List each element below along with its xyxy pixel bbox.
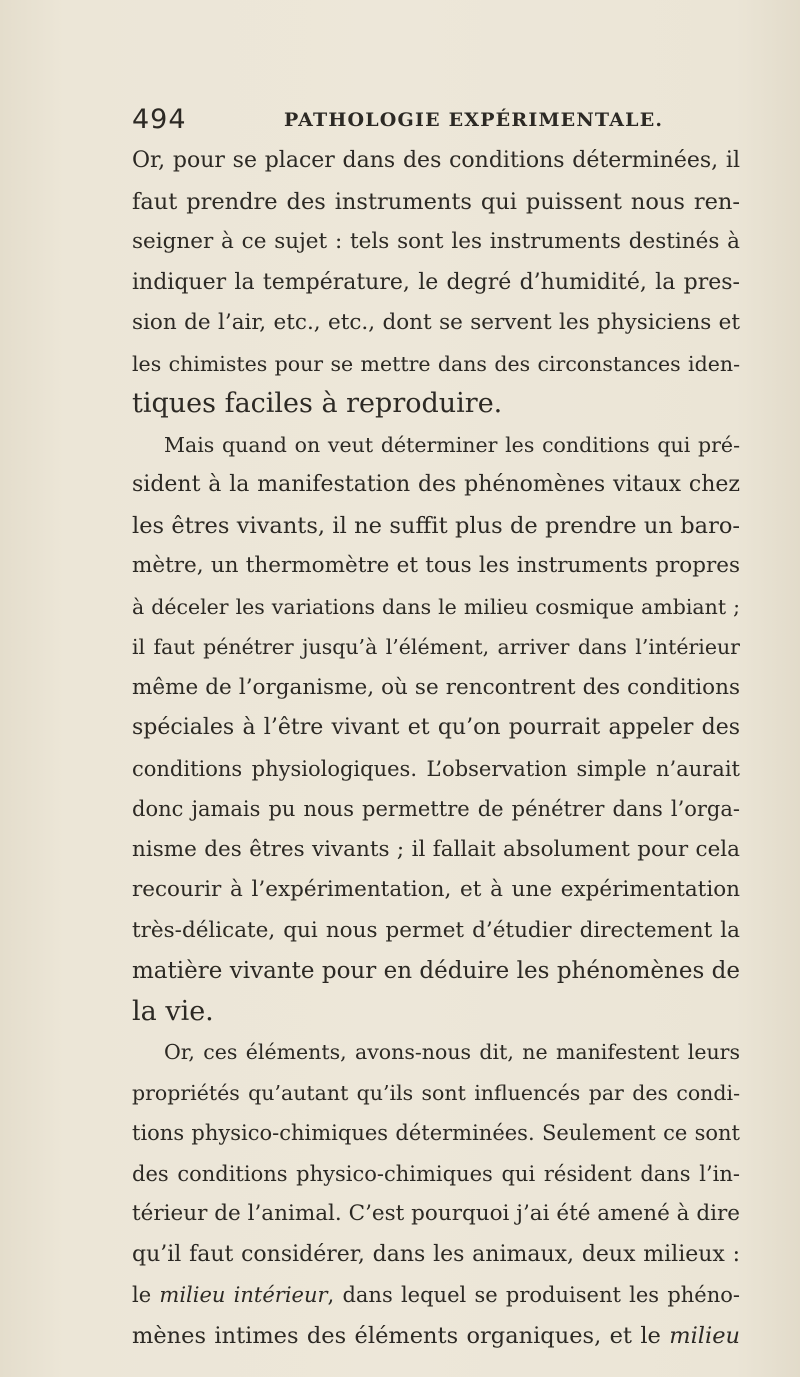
text-line: qu’il faut considérer, dans les animaux, deux milieux : <box>132 1241 740 1267</box>
text-line-with-italic <box>132 1316 740 1357</box>
text-line: tiques faciles à reproduire. <box>132 388 503 419</box>
text-run: le <box>132 1283 152 1307</box>
text-line: recourir à l’expérimentation, et à une expérimentation <box>132 877 740 902</box>
text-line: très-délicate, qui nous permet d’étudier directement la <box>132 917 740 943</box>
text-line: térieur de l’animal. C’est pourquoi j’ai été amené à dire <box>132 1201 740 1226</box>
text-line: conditions physiologiques. L’observation simple n’aurait <box>132 756 740 781</box>
text-line: sion de l’air, etc., etc., dont se servent les physiciens et <box>132 310 740 335</box>
text-line: même de l’organisme, où se rencontrent des conditions <box>132 674 740 700</box>
paragraph-start-line: Mais quand on veut déterminer les conditions qui pré- <box>164 432 740 457</box>
text-line: à déceler les variations dans le milieu cosmique ambiant ; <box>132 594 740 619</box>
text-line-with-italic <box>132 1275 740 1316</box>
text-line: tions physico-chimiques déterminées. Seulement ce sont <box>132 1121 740 1145</box>
text-line: faut prendre des instruments qui puissent nous ren- <box>132 188 740 215</box>
text-line: Or, pour se placer dans des conditions déterminées, il <box>132 148 740 173</box>
italic-term-milieu-interieur: milieu intérieur <box>159 1283 328 1307</box>
page-number: 494 <box>132 104 187 135</box>
paragraph-start-line: Or, ces éléments, avons-nous dit, ne manifestent leurs <box>164 1040 740 1064</box>
text-line: les chimistes pour se mettre dans des circonstances iden- <box>132 351 740 376</box>
text-line: sident à la manifestation des phénomènes vitaux chez <box>132 472 740 497</box>
body-text <box>132 141 740 1356</box>
text-line: donc jamais pu nous permettre de pénétrer dans l’orga- <box>132 797 740 821</box>
text-line: il faut pénétrer jusqu’à l’élément, arriver dans l’intérieur <box>132 635 740 659</box>
running-title: PATHOLOGIE EXPÉRIMENTALE. <box>284 109 664 131</box>
text-line: mètre, un thermomètre et tous les instruments propres <box>132 553 740 578</box>
italic-term-milieu: milieu <box>669 1322 740 1349</box>
text-line: la vie. <box>132 995 214 1027</box>
text-line: les êtres vivants, il ne suffit plus de prendre un baro- <box>132 512 740 539</box>
text-line: seigner à ce sujet : tels sont les instruments destinés à <box>132 229 740 254</box>
page-header <box>132 104 732 144</box>
text-line: matière vivante pour en déduire les phénomènes de <box>132 958 740 984</box>
text-run: mènes intimes des éléments organiques, et le <box>132 1322 661 1349</box>
text-line: propriétés qu’autant qu’ils sont influencés par des condi- <box>132 1080 740 1105</box>
text-run: , dans lequel se produisent les phéno- <box>327 1283 740 1307</box>
text-line: nisme des êtres vivants ; il fallait absolument pour cela <box>132 836 740 862</box>
text-line: indiquer la température, le degré d’humidité, la pres- <box>132 269 740 295</box>
text-line: spéciales à l’être vivant et qu’on pourrait appeler des <box>132 715 740 740</box>
text-line: des conditions physico-chimiques qui résident dans l’in- <box>132 1161 740 1186</box>
